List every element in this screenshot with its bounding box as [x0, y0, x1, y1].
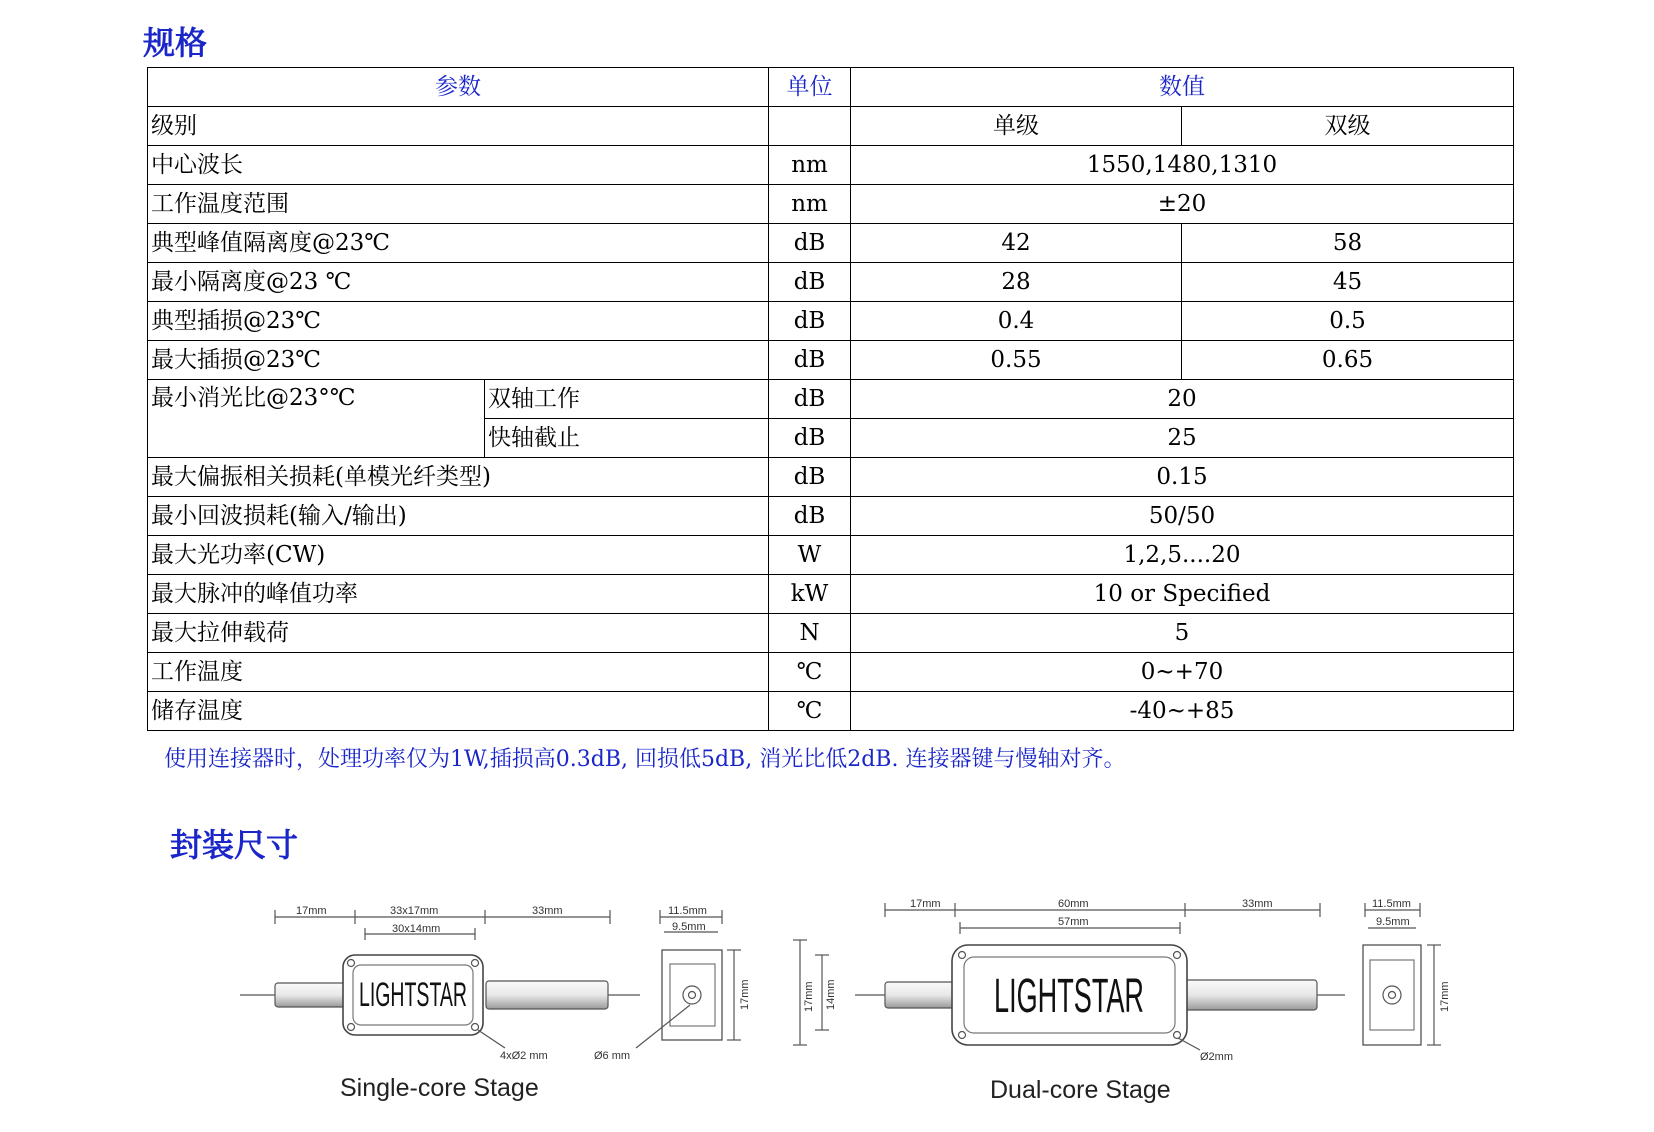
dual-dim-side-inner: 9.5mm	[1376, 916, 1410, 928]
value-cell: 5	[851, 614, 1514, 653]
dual-dim-body-inner: 57mm	[1058, 916, 1089, 928]
dual-value-cell: 45	[1182, 263, 1514, 302]
unit-cell: dB	[769, 224, 851, 263]
param-cell: 工作温度范围	[148, 185, 769, 224]
unit-cell: ℃	[769, 692, 851, 731]
single-dim-right: 33mm	[532, 905, 563, 917]
value-cell: 20	[851, 380, 1514, 419]
param-cell: 最大光功率(CW)	[148, 536, 769, 575]
table-row	[148, 536, 1514, 575]
param-cell: 最大插损@23℃	[148, 341, 769, 380]
level-single: 单级	[851, 107, 1182, 146]
table-row	[148, 497, 1514, 536]
unit-cell: W	[769, 536, 851, 575]
level-label: 级别	[148, 107, 769, 146]
dual-dim-left: 17mm	[910, 898, 941, 910]
extinction-mode-cell: 快轴截止	[485, 419, 769, 458]
single-value-cell: 42	[851, 224, 1182, 263]
level-dual: 双级	[1182, 107, 1514, 146]
dual-value-cell: 0.65	[1182, 341, 1514, 380]
table-row	[148, 692, 1514, 731]
dual-logo-text: LIGHTSTAR	[994, 970, 1144, 1023]
single-dim-side-inner: 9.5mm	[672, 921, 706, 933]
table-row	[148, 146, 1514, 185]
table-row	[148, 458, 1514, 497]
unit-cell: dB	[769, 419, 851, 458]
unit-cell: dB	[769, 263, 851, 302]
spec-table	[147, 67, 1514, 731]
table-header-row	[148, 68, 1514, 107]
dual-dim-side-height: 17mm	[1439, 981, 1451, 1012]
single-value-cell: 28	[851, 263, 1182, 302]
unit-cell: dB	[769, 302, 851, 341]
param-cell: 工作温度	[148, 653, 769, 692]
dual-value-cell: 58	[1182, 224, 1514, 263]
extinction-param-cell: 最小消光比@23°℃	[148, 380, 485, 458]
unit-cell: kW	[769, 575, 851, 614]
header-unit: 单位	[769, 68, 851, 107]
param-cell: 储存温度	[148, 692, 769, 731]
single-dim-side-outer: 11.5mm	[668, 905, 707, 917]
param-cell: 最大偏振相关损耗(单模光纤类型)	[148, 458, 769, 497]
unit-cell: nm	[769, 185, 851, 224]
unit-cell: dB	[769, 380, 851, 419]
table-row	[148, 341, 1514, 380]
single-value-cell: 0.55	[851, 341, 1182, 380]
package-section-title: 封装尺寸	[170, 826, 299, 864]
unit-cell: dB	[769, 341, 851, 380]
unit-cell: dB	[769, 497, 851, 536]
dual-dim-side-outer: 11.5mm	[1372, 898, 1411, 910]
param-cell: 典型插损@23℃	[148, 302, 769, 341]
dual-dim-right: 33mm	[1242, 898, 1273, 910]
param-cell: 最大拉伸载荷	[148, 614, 769, 653]
param-cell: 最小回波损耗(输入/输出)	[148, 497, 769, 536]
single-dim-body-inner: 30x14mm	[392, 923, 441, 935]
value-cell: 50/50	[851, 497, 1514, 536]
single-dim-height: 17mm	[739, 979, 751, 1010]
dual-value-cell: 0.5	[1182, 302, 1514, 341]
extinction-mode-cell: 双轴工作	[485, 380, 769, 419]
level-unit	[769, 107, 851, 146]
value-cell: -40~+85	[851, 692, 1514, 731]
header-value: 数值	[851, 68, 1514, 107]
table-row	[148, 224, 1514, 263]
single-core-drawing	[240, 910, 741, 1048]
table-row-level	[148, 107, 1514, 146]
spec-section-title: 规格	[143, 24, 208, 62]
value-cell: ±20	[851, 185, 1514, 224]
table-row	[148, 185, 1514, 224]
value-cell: 25	[851, 419, 1514, 458]
param-cell: 最大脉冲的峰值功率	[148, 575, 769, 614]
table-row	[148, 653, 1514, 692]
table-row	[148, 575, 1514, 614]
value-cell: 1550,1480,1310	[851, 146, 1514, 185]
single-caption: Single-core Stage	[340, 1074, 539, 1102]
single-value-cell: 0.4	[851, 302, 1182, 341]
param-cell: 最小隔离度@23 ℃	[148, 263, 769, 302]
single-dim-holes: 4xØ2 mm	[500, 1050, 548, 1062]
single-dim-fiber: Ø6 mm	[594, 1050, 631, 1062]
dual-dim-height-inner: 14mm	[825, 979, 837, 1010]
value-cell: 1,2,5....20	[851, 536, 1514, 575]
package-drawings	[0, 860, 1654, 1120]
table-row	[148, 263, 1514, 302]
dual-dim-body-outer: 60mm	[1058, 898, 1089, 910]
dual-caption: Dual-core Stage	[990, 1076, 1171, 1104]
table-row-extinction	[148, 380, 1514, 419]
table-row	[148, 302, 1514, 341]
param-cell: 中心波长	[148, 146, 769, 185]
single-dim-body-outer: 33x17mm	[390, 905, 439, 917]
unit-cell: N	[769, 614, 851, 653]
value-cell: 10 or Specified	[851, 575, 1514, 614]
unit-cell: ℃	[769, 653, 851, 692]
dual-dim-holes: Ø2mm	[1200, 1051, 1233, 1063]
unit-cell: dB	[769, 458, 851, 497]
single-dim-left: 17mm	[296, 905, 327, 917]
single-logo-text: LIGHTSTAR	[359, 976, 467, 1014]
param-cell: 典型峰值隔离度@23℃	[148, 224, 769, 263]
dual-dim-height: 17mm	[803, 981, 815, 1012]
value-cell: 0.15	[851, 458, 1514, 497]
connector-note: 使用连接器时，处理功率仅为1W,插损高0.3dB, 回损低5dB, 消光比低2dB. 连接器键与慢轴对齐。	[164, 747, 1126, 772]
table-row	[148, 614, 1514, 653]
header-param: 参数	[148, 68, 769, 107]
value-cell: 0~+70	[851, 653, 1514, 692]
unit-cell: nm	[769, 146, 851, 185]
